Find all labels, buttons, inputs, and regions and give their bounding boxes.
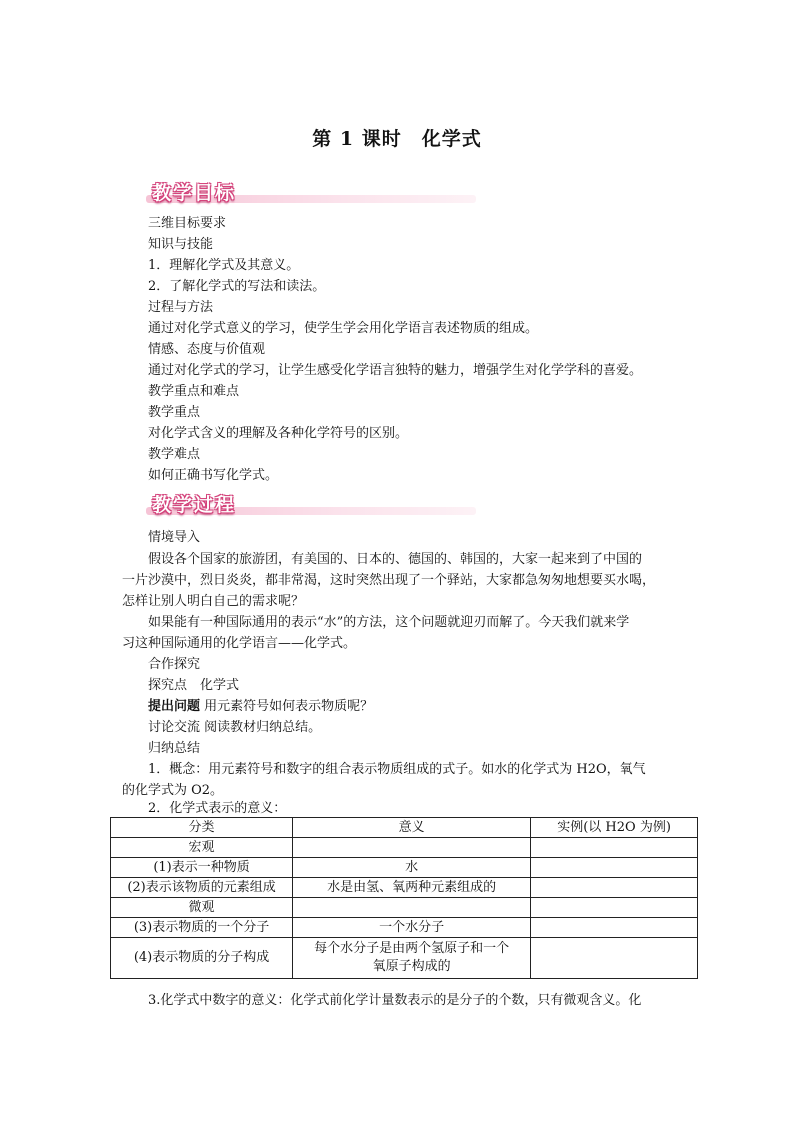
table-header-cell: 意义 [293,818,531,838]
section-banner-goals [146,180,476,206]
table-cell: 宏观 [111,838,293,858]
emotion-text: 通过对化学式的学习，让学生感受化学语言独特的魅力，增强学生对化学学科的喜爱。 [148,363,643,378]
knowledge-item-1: 1．理解化学式及其意义。 [148,258,300,273]
table-cell [293,838,531,858]
table-cell: 每个水分子是由两个氢原子和一个 氧原子构成的 [293,938,531,979]
table-cell [531,838,698,858]
question-label: 提出问题 [148,699,201,714]
three-dim-heading: 三维目标要求 [148,216,227,231]
table-cell [531,878,698,898]
discuss-line [148,718,321,738]
table-cell: 一个水分子 [293,918,531,938]
intro-paragraph-line: 一片沙漠中，烈日炎炎，都非常渴，这时突然出现了一个驿站，大家都急匆匆地想要买水喝， [122,573,656,588]
table-header-cell: 实例(以 H2O 为例) [531,818,698,838]
intro-heading: 情境导入 [148,530,201,545]
table-row [111,838,698,858]
discuss-label: 讨论交流 [148,720,201,735]
table-cell: (2)表示该物质的元素组成 [111,878,293,898]
page-title: 第 1 课时 化学式 [312,128,482,150]
table-cell [531,898,698,918]
table-cell: 微观 [111,898,293,918]
coop-heading: 合作探究 [148,657,201,672]
numbers-meaning-line: 3.化学式中数字的意义：化学式前化学计量数表示的是分子的个数，只有微观含义。化 [148,993,642,1008]
focus-text: 对化学式含义的理解及各种化学符号的区别。 [148,426,409,441]
table-cell: (3)表示物质的一个分子 [111,918,293,938]
question-text: 用元素符号如何表示物质呢？ [204,699,374,714]
banner-label: 教学目标 [152,182,237,204]
focus-heading: 教学重点 [148,405,201,420]
table-cell [531,918,698,938]
summary-heading: 归纳总结 [148,741,201,756]
table-header-cell: 分类 [111,818,293,838]
table-row [111,938,698,979]
table-row [111,898,698,918]
method-text: 通过对化学式意义的学习，使学生学会用化学语言表述物质的组成。 [148,321,539,336]
concept-line: 的化学式为 O2。 [122,783,224,798]
method-heading: 过程与方法 [148,300,214,315]
emotion-heading: 情感、态度与价值观 [148,342,266,357]
table-cell: (4)表示物质的分子构成 [111,938,293,979]
table-cell: (1)表示一种物质 [111,858,293,878]
table-cell [531,938,698,979]
meaning-heading: 2．化学式表示的意义： [148,801,287,816]
table-row [111,858,698,878]
discuss-text: 阅读教材归纳总结。 [204,720,322,735]
table-cell [293,898,531,918]
explore-point: 探究点 化学式 [148,678,240,693]
table-cell [531,858,698,878]
difficulty-text: 如何正确书写化学式。 [148,468,279,483]
section-banner-process [146,492,476,518]
concept-line: 1．概念：用元素符号和数字的组合表示物质组成的式子。如水的化学式为 H2O，氧气 [148,762,646,777]
table-row [111,918,698,938]
knowledge-item-2: 2．了解化学式的写法和读法。 [148,279,326,294]
meaning-table [110,817,698,979]
difficulty-heading: 教学难点 [148,447,201,462]
banner-label: 教学过程 [152,494,237,516]
table-cell: 水 [293,858,531,878]
question-line [148,697,373,717]
knowledge-heading: 知识与技能 [148,237,214,252]
intro-paragraph-line: 怎样让别人明白自己的需求呢？ [122,594,305,609]
table-row [111,878,698,898]
key-difficulty-heading: 教学重点和难点 [148,384,240,399]
table-cell: 水是由氢、氧两种元素组成的 [293,878,531,898]
intro-paragraph-line: 习这种国际通用的化学语言——化学式。 [122,636,357,651]
intro-paragraph-line: 如果能有一种国际通用的表示“水”的方法，这个问题就迎刃而解了。今天我们就来学 [148,615,630,630]
intro-paragraph-line: 假设各个国家的旅游团，有美国的、日本的、德国的、韩国的，大家一起来到了中国的 [148,552,643,567]
table-header-row [111,818,698,838]
